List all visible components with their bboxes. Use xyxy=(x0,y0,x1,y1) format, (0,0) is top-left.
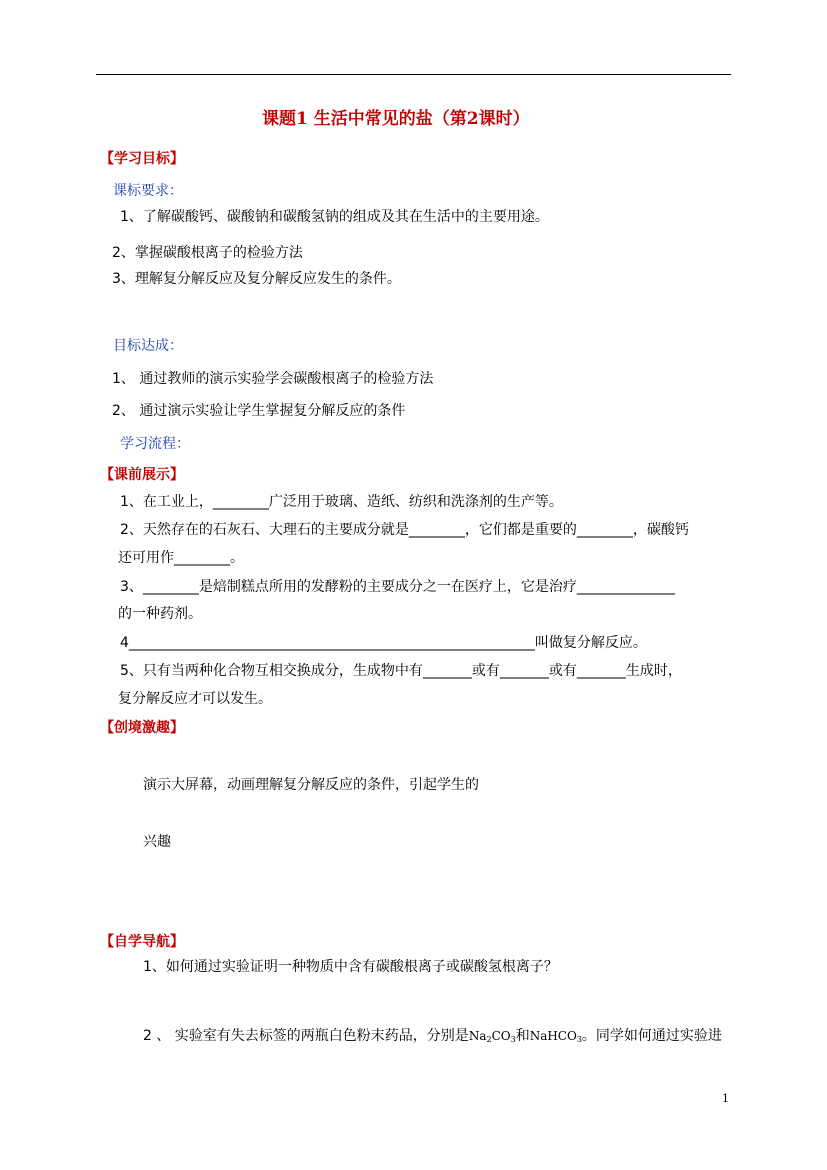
scenario-line-1: 演示大屏幕，动画理解复分解反应的条件，引起学生的 xyxy=(143,777,479,793)
preview-q3b: 的一种药剂。 xyxy=(118,606,202,622)
preview-q4: 4__________________________________________________________叫做复分解反应。 xyxy=(120,635,647,651)
preview-q5a: 5、只有当两种化合物互相交换成分，生成物中有_______或有_______或有_______生成时， xyxy=(120,663,682,679)
section-preview: 【课前展示】 xyxy=(100,467,184,483)
preview-q2a: 2、天然存在的石灰石、大理石的主要成分就是________，它们都是重要的________，碳酸钙 xyxy=(120,522,689,538)
achieve-label: 目标达成： xyxy=(113,338,183,354)
goal-item-3: 3、理解复分解反应及复分解反应发生的条件。 xyxy=(112,271,401,287)
preview-q1: 1、在工业上，________广泛用于玻璃、造纸、纺织和洗涤剂的生产等。 xyxy=(120,494,563,510)
self-study-q2-tail: 。同学如何通过实验进 xyxy=(581,1028,722,1044)
and-text: 和 xyxy=(515,1028,530,1044)
curriculum-label: 课标要求： xyxy=(113,183,183,199)
scenario-line-2: 兴趣 xyxy=(143,834,171,850)
preview-q3a: 3、________是焙制糕点所用的发酵粉的主要成分之一在医疗上，它是治疗______________ xyxy=(120,579,675,595)
goal-item-2: 2、掌握碳酸根离子的检验方法 xyxy=(112,245,303,261)
formula-na2co3: $Na_2CO_3$ xyxy=(468,1029,516,1044)
formula-nahco3: NaHCO$_3$ xyxy=(529,1029,582,1044)
page-number: 1 xyxy=(722,1092,729,1105)
achieve-item-1: 1、 通过教师的演示实验学会碳酸根离子的检验方法 xyxy=(112,371,434,387)
section-scenario: 【创境激趣】 xyxy=(100,720,184,736)
header-rule xyxy=(96,74,731,75)
process-label: 学习流程： xyxy=(120,436,190,452)
self-study-q2 xyxy=(143,1027,722,1049)
achieve-item-2: 2、 通过演示实验让学生掌握复分解反应的条件 xyxy=(112,403,406,419)
self-study-q1: 1、如何通过实验证明一种物质中含有碳酸根离子或碳酸氢根离子？ xyxy=(143,959,558,975)
self-study-q2-text: 2 、 实验室有失去标签的两瓶白色粉末药品，分别是 xyxy=(143,1028,469,1044)
section-self-study: 【自学导航】 xyxy=(100,934,184,950)
goal-item-1: 1、了解碳酸钙、碳酸钠和碳酸氢钠的组成及其在生活中的主要用途。 xyxy=(120,209,549,225)
page-title: 课题1 生活中常见的盐（第2课时） xyxy=(262,109,530,129)
section-goals: 【学习目标】 xyxy=(100,151,184,167)
preview-q5b: 复分解反应才可以发生。 xyxy=(118,691,272,707)
preview-q2b: 还可用作________。 xyxy=(118,550,244,566)
